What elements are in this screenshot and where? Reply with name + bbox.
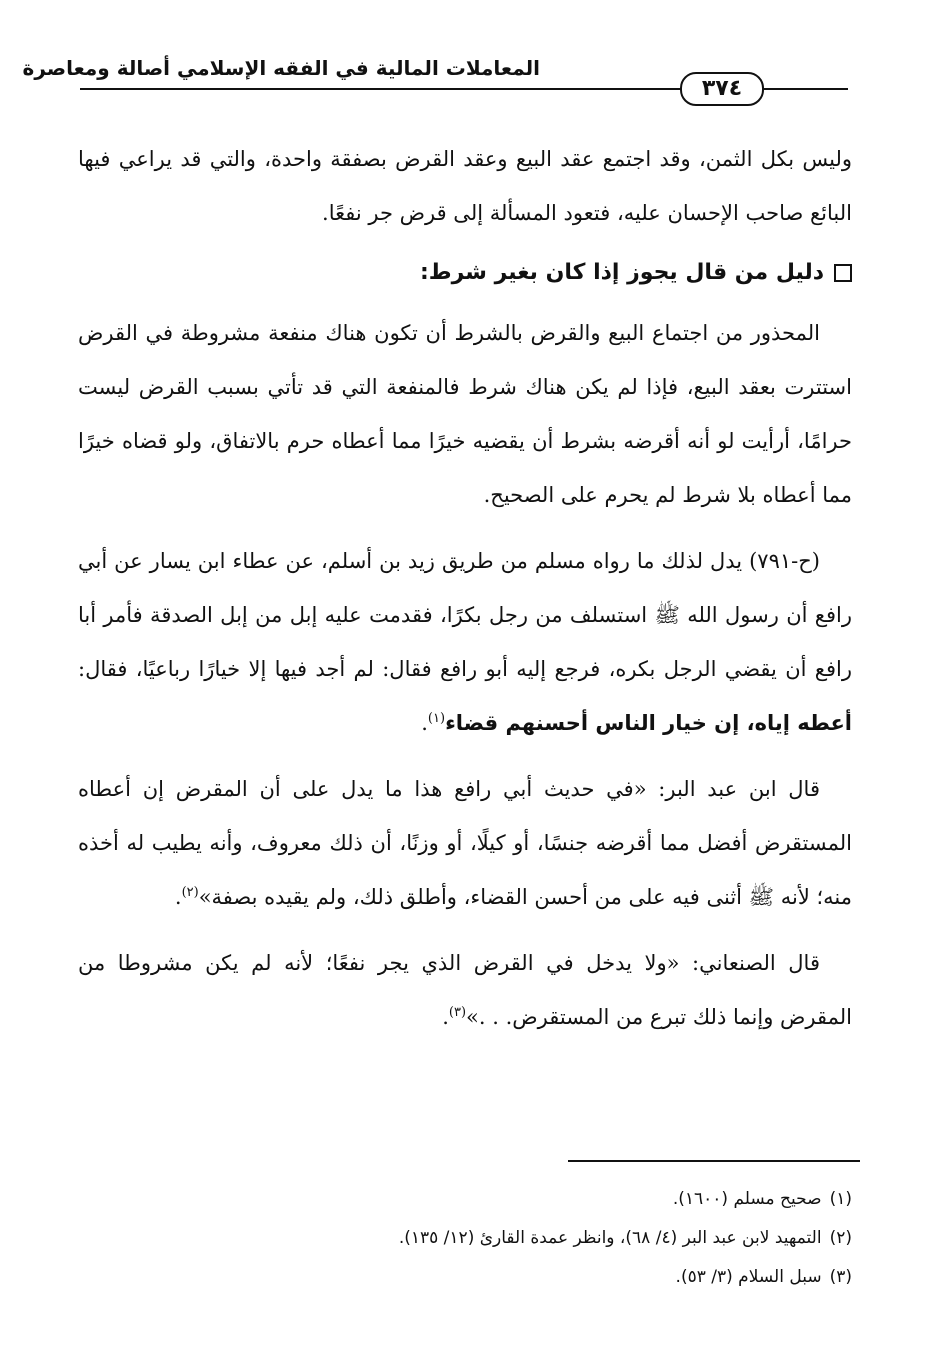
- footnote-ref-1: (١): [427, 711, 446, 726]
- footnote-1: [78, 1180, 852, 1219]
- running-header-title: المعاملات المالية في الفقه الإسلامي أصالة ومعاصرة: [22, 56, 540, 80]
- footnote-ref-3: (٣): [448, 1005, 467, 1020]
- paragraph-5-end: .: [442, 1005, 449, 1029]
- footnote-2: [78, 1219, 852, 1258]
- square-bullet-icon: [834, 264, 852, 282]
- footnote-separator: [568, 1160, 860, 1162]
- ibn-abd-al-barr-quote: قال ابن عبد البر: «في حديث أبي رافع هذا ما يدل على أن المقرض إن أعطاه المستقرض أفضل مما أقرضه جنسًا، أو كيلًا، أو وزنًا، أن ذلك معروف، وأنه يطيب له أخذه منه؛ لأنه ﷺ أثنى فيه على من أحسن القضاء، وأطلق ذلك، ولم يقيده بصفة»: [78, 777, 852, 909]
- footnote-number: (١): [829, 1189, 852, 1209]
- paragraph-2: المحذور من اجتماع البيع والقرض بالشرط أن تكون هناك منفعة مشروطة في القرض استترت بعقد البيع، فإذا لم يكن هناك شرط فالمنفعة التي قد تأتي بسبب القرض ليست حرامًا، أرأيت لو أنه أقرضه بشرط أن يقضيه خيرًا مما أعطاه حرم بالاتفاق، ولو قضاه خيرًا مما أعطاه بلا شرط لم يحرم على الصحيح.: [78, 321, 852, 507]
- footnote-number: (٣): [829, 1267, 852, 1287]
- main-text: [78, 132, 852, 1044]
- hadith-quote: أعطه إياه، إن خيار الناس أحسنهم قضاء: [445, 711, 852, 735]
- paragraph-4-end: .: [174, 885, 182, 909]
- footnote-text: سبل السلام (٣/ ٥٣).: [675, 1267, 822, 1287]
- hadith-text: (ح-٧٩١) يدل لذلك ما رواه مسلم من طريق زيد بن أسلم، عن عطاء ابن يسار عن أبي رافع أن رسول الله ﷺ استسلف من رجل بكرًا، فقدمت عليه إبل من إبل الصدقة فأمر أبا رافع أن يقضي الرجل بكره، فرجع إليه أبو رافع فقال: لم أجد فيها إلا خيارًا رباعيًا، فقال:: [78, 549, 852, 681]
- sanani-quote: قال الصنعاني: «ولا يدخل في القرض الذي يجر نفعًا؛ لأنه لم يكن مشروطا من المقرض وإنما ذلك تبرع من المستقرض. . .»: [78, 951, 852, 1029]
- paragraph-3: [78, 534, 852, 750]
- footnotes: [78, 1180, 852, 1297]
- header-rule: [80, 88, 680, 90]
- footnote-3: [78, 1258, 852, 1297]
- paragraph-3-end: .: [421, 711, 428, 735]
- paragraph-4: [78, 762, 852, 924]
- footnote-number: (٢): [829, 1228, 852, 1248]
- footnote-ref-2: (٢): [181, 885, 199, 900]
- footnote-text: صحيح مسلم (١٦٠٠).: [672, 1189, 822, 1209]
- paragraph-5: [78, 936, 852, 1044]
- page-number: ٣٧٤: [680, 72, 764, 106]
- header-rule-right: [760, 88, 848, 90]
- section-heading: [78, 246, 852, 300]
- section-heading-text: دليل من قال يجوز إذا كان بغير شرط:: [419, 260, 824, 285]
- footnote-text: التمهيد لابن عبد البر (٤/ ٦٨)، وانظر عمدة القارئ (١٢/ ١٣٥).: [398, 1228, 822, 1248]
- paragraph-1: وليس بكل الثمن، وقد اجتمع عقد البيع وعقد القرض بصفقة واحدة، والتي قد يراعي فيها البائع صاحب الإحسان عليه، فتعود المسألة إلى قرض جر نفعًا.: [78, 147, 852, 225]
